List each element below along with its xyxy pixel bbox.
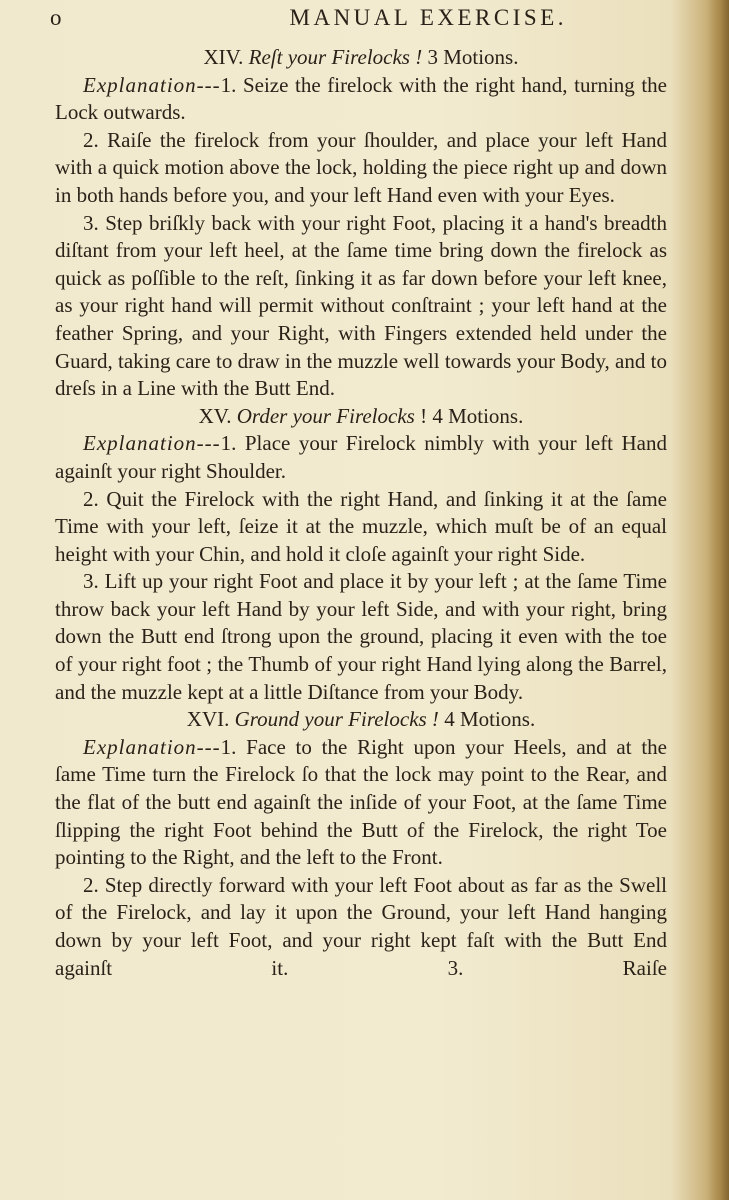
paragraph xyxy=(55,72,667,127)
heading-number: XVI. xyxy=(186,707,230,732)
paragraph-text: 3. Lift up your right Foot and place it by your left ; at the ſame Time throw back your left Hand by your left Side, and with your right, bring down the Butt end ſtrong upon the ground, placing it even with the toe of your right foot ; the Thumb of your right Hand lying along the Barrel, and the muzzle kept at a little Diſtance from your Body. xyxy=(55,569,667,704)
paragraph-text: 2. Quit the Firelock with the right Hand, and ſinking it at the ſame Time with your left, ſeize it at the muzzle, which muſt be of an equal height with your Chin, and hold it cloſe againſt your right Side. xyxy=(55,486,667,566)
paragraph xyxy=(55,734,667,872)
heading-motions: 4 Motions. xyxy=(444,707,536,732)
heading-motions: 3 Motions. xyxy=(427,45,519,69)
explanation-label: Explanation--- xyxy=(83,72,221,97)
paragraph-text: 2. Step directly forward with your left Foot about as far as the Swell of the Firelock, and lay it upon the Ground, your left Hand hanging down by your left Foot, and your right kept faſt with the Butt End againſt it. 3. Raiſe xyxy=(55,872,667,980)
section-heading xyxy=(55,403,667,431)
paragraph xyxy=(55,872,667,982)
paragraph xyxy=(55,568,667,706)
heading-command: Ground your Firelocks ! xyxy=(234,707,439,732)
heading-motions: ! 4 Motions. xyxy=(420,403,524,428)
paragraph xyxy=(55,127,667,210)
paragraph xyxy=(55,210,667,403)
heading-command: Reſt your Firelocks ! xyxy=(248,45,423,69)
page-number: o xyxy=(50,5,62,30)
paragraph-text: 1. Face to the Right upon your Heels, and at the ſame Time turn the Firelock ſo that the lock may point to the Rear, and the flat of the butt end againſt the inſide of your Foot, at the ſame Time ſlipping the right Foot behind the Butt of the Firelock, the right Toe pointing to the Right, and the left to the Front. xyxy=(55,734,667,870)
paragraph xyxy=(55,430,667,485)
explanation-label: Explanation--- xyxy=(83,734,221,759)
explanation-label: Explanation--- xyxy=(83,431,221,456)
page-header xyxy=(50,4,667,44)
paragraph-text: 2. Raiſe the firelock from your ſhoulder, and place your left Hand with a quick motion above the lock, holding the piece right up and down in both hands before you, and your left Hand even with your Eyes. xyxy=(55,127,667,207)
paragraph-text: 1. Seize the firelock with the right hand, turning the Lock outwards. xyxy=(55,72,667,125)
paragraph-text: 3. Step briſkly back with your right Foot, placing it a hand's breadth diſtant from your left heel, at the ſame time bring down the firelock as quick as poſſible to the reſt, ſinking it as far down before your left knee, as your right hand will permit without conſtraint ; your left hand at the feather Spring, and your Right, with Fingers extended held under the Guard, taking care to draw in the muzzle well towards your Body, and to dreſs in a Line with the Butt End. xyxy=(55,210,667,401)
section-heading xyxy=(55,44,667,72)
paragraph xyxy=(55,486,667,569)
heading-number: XIV. xyxy=(203,45,244,69)
heading-number: XV. xyxy=(198,403,232,428)
page-content xyxy=(50,4,667,982)
paragraph-text: 1. Place your Firelock nimbly with your left Hand againſt your right Shoulder. xyxy=(55,431,667,483)
page-edge-shadow xyxy=(707,0,729,1200)
section-heading xyxy=(55,706,667,734)
running-head: MANUAL EXERCISE. xyxy=(289,5,567,30)
heading-command: Order your Firelocks xyxy=(236,403,415,428)
